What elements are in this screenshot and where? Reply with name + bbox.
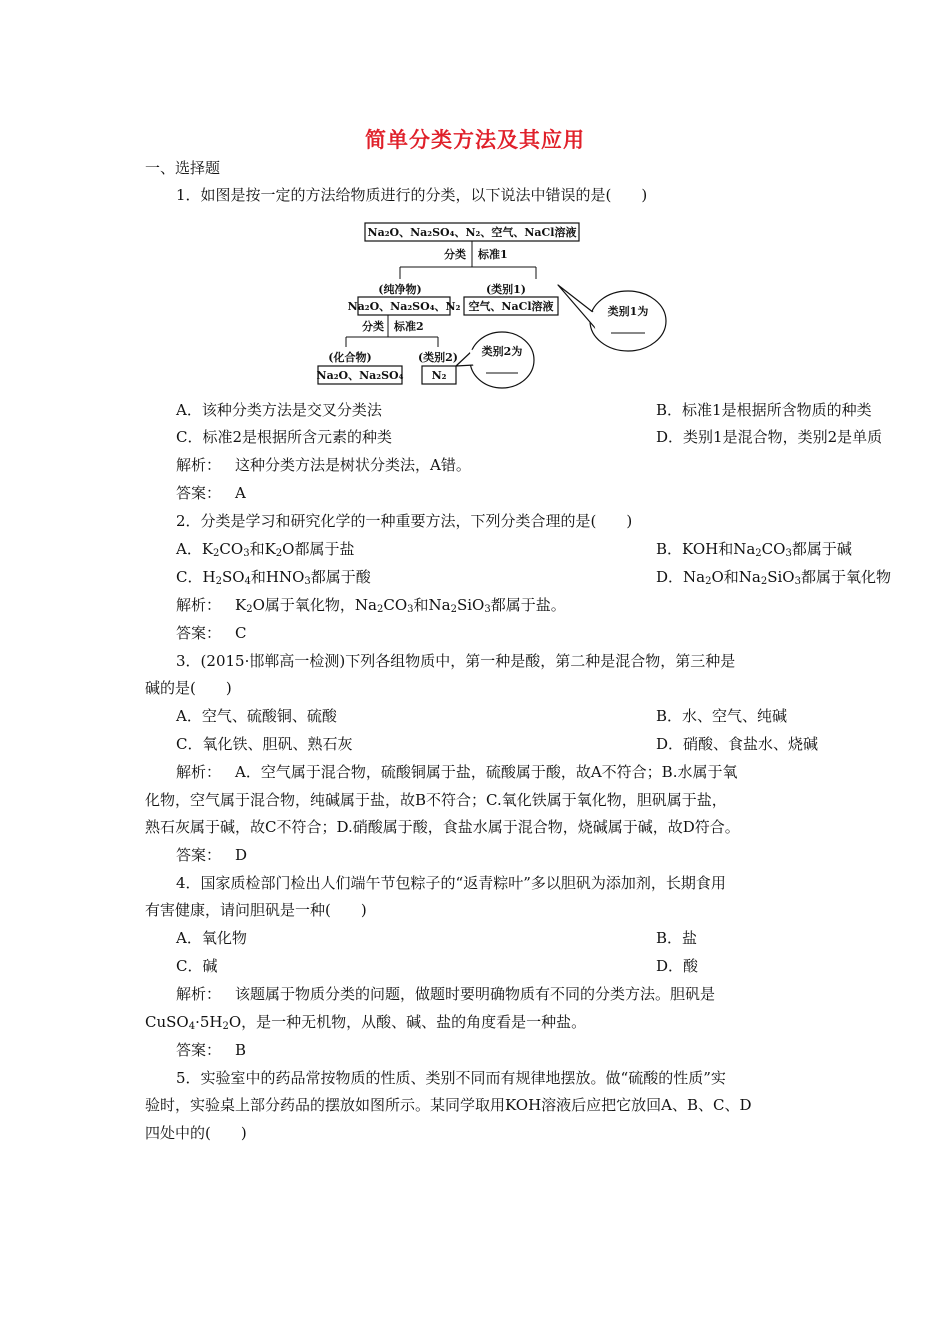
q5-stem-line1: 5．实验室中的药品常按物质的性质、类别不同而有规律地摆放。做“硫酸的性质”实 [176,1069,726,1087]
q3-stem-line2: 碱的是( ) [145,679,232,697]
q1-analysis-label: 解析： [176,456,222,474]
q4-answer [176,1040,246,1060]
q2-option-d[interactable]: D．$Na_2O$和$Na_2SiO_3$都属于氧化物 [656,568,891,587]
q3-answer-label: 答案： [176,846,222,864]
classification-diagram [310,213,670,393]
diagram-split1-label: 分类 [444,248,466,261]
q3-analysis-line1 [176,762,737,782]
q1-answer [176,483,246,503]
diagram-top-text: Na₂O、Na₂SO₄、N₂、空气、NaCl溶液 [367,226,577,239]
q4-option-d[interactable]: D．酸 [656,957,699,975]
diagram-bubble2 [470,332,534,388]
q2-options-row2 [176,567,891,587]
diagram-split2-std: 标准2 [394,320,424,333]
page-title: 简单分类方法及其应用 [365,128,585,152]
q4-options-row1 [176,928,698,948]
q2-option-c[interactable]: C．$H_2SO_4$和$HNO_3$都属于酸 [176,568,371,587]
q2-answer-value: C [235,624,247,642]
q4-options-row2 [176,956,699,976]
q3-option-b[interactable]: B．水、空气、纯碱 [656,707,788,725]
q2-answer-label: 答案： [176,624,222,642]
q1-options-row2 [176,427,883,447]
diagram-left2-head: (化合物) [328,351,372,364]
q1-analysis [176,455,471,475]
q2-option-b[interactable]: B．KOH和$Na_2CO_3$都属于碱 [656,540,852,559]
section-heading: 一、选择题 [145,159,221,177]
diagram-right2-text: N₂ [431,369,447,382]
diagram-bubble2-text: 类别2为 [481,345,523,358]
q4-stem-line2: 有害健康，请问胆矾是一种( ) [145,901,367,919]
diagram-left1-text: Na₂O、Na₂SO₄、N₂ [347,300,461,313]
q2-analysis [176,595,566,615]
diagram-split1-std: 标准1 [478,248,508,261]
q4-analysis-label: 解析： [176,985,222,1003]
q3-options-row2 [176,734,819,754]
q5-stem-line2: 验时，实验桌上部分药品的摆放如图所示。某同学取用KOH溶液后应把它放回A、B、C、D [145,1096,752,1114]
q3-option-d[interactable]: D．硝酸、食盐水、烧碱 [656,735,819,753]
q1-answer-label: 答案： [176,484,222,502]
q4-option-b[interactable]: B．盐 [656,929,698,947]
q4-analysis-text1: 该题属于物质分类的问题，做题时要明确物质有不同的分类方法。胆矾是 [235,985,716,1003]
q4-analysis-line1 [176,984,715,1004]
q2-option-a[interactable]: A．$K_2CO_3$和$K_2O$都属于盐 [176,540,355,559]
diagram-left2-text: Na₂O、Na₂SO₄ [316,369,404,382]
q3-analysis-line3: 熟石灰属于碱，故C不符合；D.硝酸属于酸，食盐水属于混合物，烧碱属于碱，故D符合。 [145,818,740,836]
q2-options-row1 [176,539,852,559]
q1-option-d[interactable]: D．类别1是混合物，类别2是单质 [656,428,883,446]
diagram-bubble1-text: 类别1为 [607,305,649,318]
q1-stem: 1．如图是按一定的方法给物质进行的分类，以下说法中错误的是( ) [176,186,648,204]
diagram-right1-text: 空气、NaCl溶液 [468,300,554,313]
q2-answer [176,623,247,643]
diagram-left1-head: (纯净物) [378,283,422,296]
q3-analysis-label: 解析： [176,763,222,781]
q3-answer [176,845,247,865]
q1-answer-value: A [235,484,246,502]
q2-analysis-label: 解析： [176,596,222,614]
q5-stem-line3: 四处中的( ) [145,1124,247,1142]
diagram-split2-label: 分类 [362,320,384,333]
q1-option-b[interactable]: B．标准1是根据所含物质的种类 [656,401,872,419]
q1-option-a[interactable]: A．该种分类方法是交叉分类法 [176,401,382,419]
q2-analysis-text: $K_2O$属于氧化物，$Na_2CO_3$和$Na_2SiO_3$都属于盐。 [235,596,566,615]
q4-option-c[interactable]: C．碱 [176,957,218,975]
q3-analysis-text1: A．空气属于混合物，硫酸铜属于盐，硫酸属于酸，故A不符合；B.水属于氧 [235,763,738,781]
q3-options-row1 [176,706,788,726]
q4-answer-value: B [235,1041,247,1059]
q1-analysis-text: 这种分类方法是树状分类法，A错。 [235,456,471,474]
q4-stem-line1: 4．国家质检部门检出人们端午节包粽子的“返青粽叶”多以胆矾为添加剂，长期食用 [176,874,726,892]
q3-stem-line1: 3．(2015·邯郸高一检测)下列各组物质中，第一种是酸，第二种是混合物，第三种是 [176,652,736,670]
q4-option-a[interactable]: A．氧化物 [176,929,247,947]
q3-option-c[interactable]: C．氧化铁、胆矾、熟石灰 [176,735,353,753]
diagram-right1-head: (类别1) [485,283,527,296]
q1-option-c[interactable]: C．标准2是根据所含元素的种类 [176,428,393,446]
q1-options-row1 [176,400,872,420]
q3-option-a[interactable]: A．空气、硫酸铜、硫酸 [176,707,337,725]
q4-analysis-line2: $CuSO_4\cdot 5H_2O$，是一种无机物，从酸、碱、盐的角度看是一种盐。 [145,1013,587,1032]
diagram-bubble1 [590,291,666,351]
q4-answer-label: 答案： [176,1041,222,1059]
diagram-right2-head: (类别2) [417,351,459,364]
q3-analysis-line2: 化物，空气属于混合物，纯碱属于盐，故B不符合；C.氧化铁属于氧化物，胆矾属于盐， [145,791,727,809]
q2-stem: 2．分类是学习和研究化学的一种重要方法，下列分类合理的是( ) [176,512,633,530]
q3-answer-value: D [235,846,248,864]
